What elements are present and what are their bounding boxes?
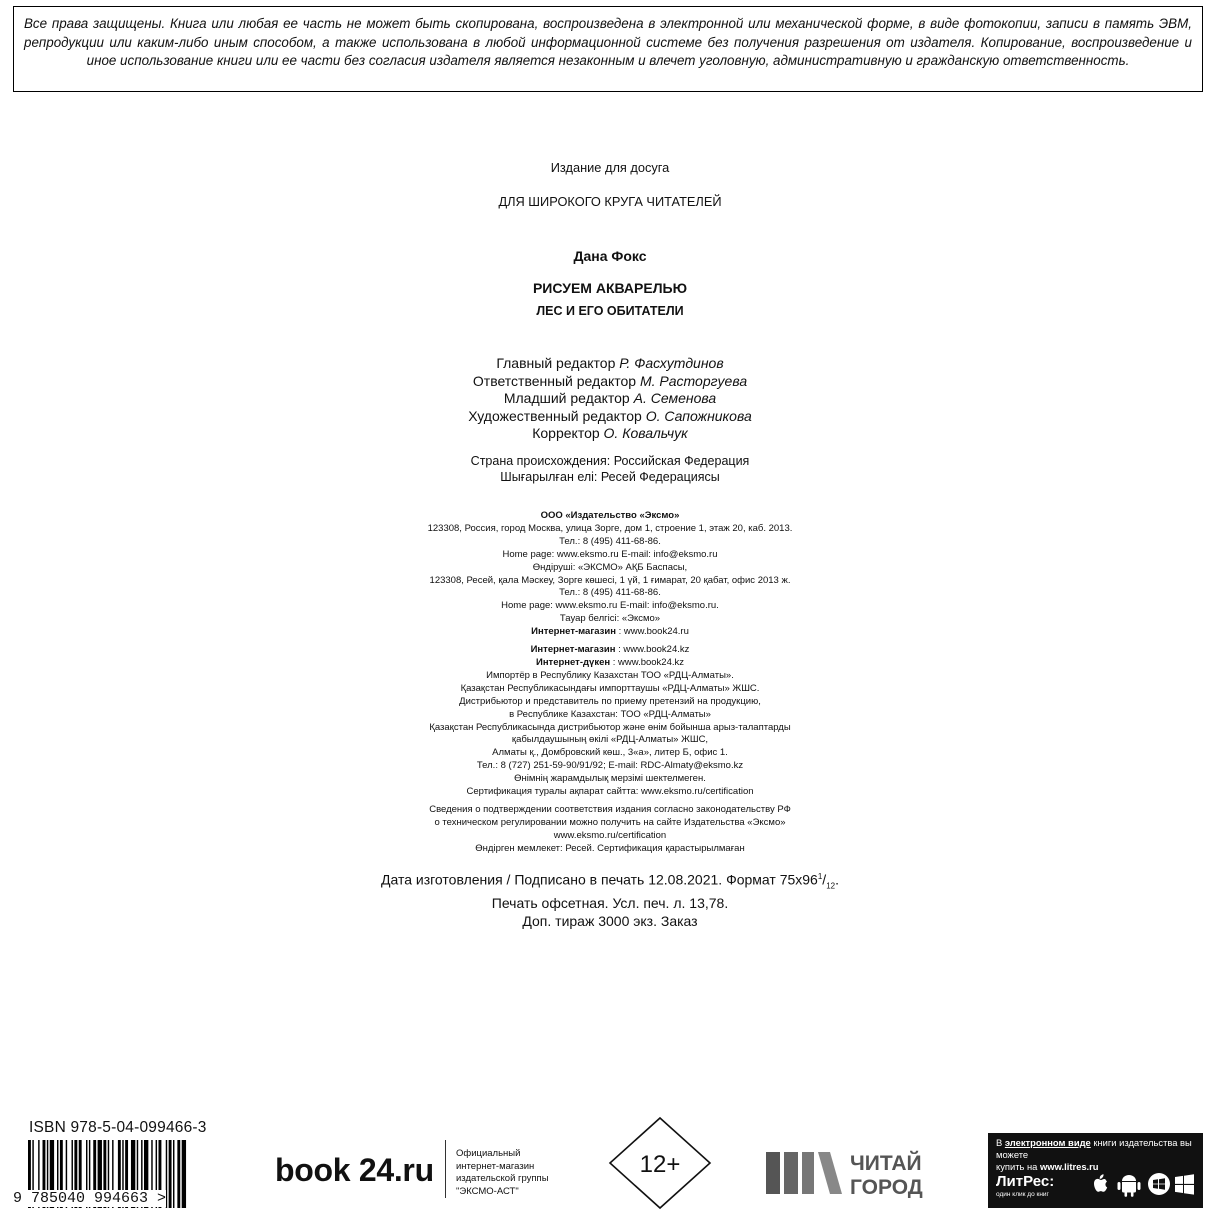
barcode-bar: [169, 1140, 172, 1208]
certification-line: Сведения о подтверждении соответствия издания согласно законодательству РФ: [429, 803, 791, 815]
credit-name: О. Ковальчук: [603, 425, 688, 442]
windows-phone-icon: [1148, 1173, 1170, 1195]
book24-text-line: Официальный: [456, 1148, 521, 1159]
shop-kz2: [0, 657, 1220, 670]
book24-text-line: "ЭКСМО-АСТ": [456, 1185, 519, 1197]
credit-line: [0, 408, 1220, 426]
book-subtitle: ЛЕС И ЕГО ОБИТАТЕЛИ: [536, 304, 684, 318]
importer-line: Дистрибьютор и представитель по приему претензий на продукцию,: [459, 695, 761, 707]
publisher-address: 123308, Россия, город Москва, улица Зорге, дом 1, строение 1, этаж 20, каб. 2013.: [427, 522, 793, 534]
certification-line: www.eksmo.ru/certification: [553, 829, 667, 841]
gorod-word: ГОРОД: [850, 1176, 923, 1198]
origin-block: [0, 454, 1220, 485]
credit-line: [0, 355, 1220, 373]
apple-icon: [1094, 1174, 1107, 1192]
litres-link: электронном виде: [1004, 1137, 1091, 1148]
publisher-web: Home page: www.eksmo.ru E-mail: info@eksmo.ru: [502, 548, 718, 560]
print-line-3: Доп. тираж 3000 экз. Заказ: [522, 913, 698, 930]
publisher-phone: Тел.: 8 (495) 411-68-86.: [559, 535, 661, 547]
format-denominator: 12: [826, 881, 836, 891]
kz-web: Home page: www.eksmo.ru E-mail: info@eksmo.ru.: [501, 600, 719, 612]
kz-address: 123308, Ресей, қала Мәскеу, Зорге көшесі, 1 үй, 1 ғимарат, 20 қабат, офис 2013 ж.: [429, 574, 791, 586]
credits: [0, 355, 1220, 443]
importer-line: Өнімнің жарамдылық мерзімі шектелмеген.: [514, 773, 706, 785]
publisher-name: ООО «Издательство «Эксмо»: [540, 510, 680, 521]
book24-logo: book 24.ru: [275, 1152, 434, 1188]
litres-text: [988, 1133, 1203, 1173]
credit-role: Художественный редактор: [468, 407, 642, 424]
edition-type: Издание для досуга: [550, 160, 670, 175]
chitai-gorod-icon: [766, 1148, 946, 1198]
shop-label: Интернет-магазин: [530, 644, 616, 656]
litres-line-1: [996, 1137, 1195, 1161]
litres-banner: [988, 1133, 1203, 1208]
barcode-bar: [177, 1140, 180, 1208]
credit-name: О. Сапожникова: [645, 407, 752, 424]
shop-url: : www.book24.kz: [615, 644, 690, 656]
shop-kz: [0, 644, 1220, 657]
importer-line: Алматы қ., Домбровский көш., 3«а», литер Б, офис 1.: [492, 747, 728, 759]
barcode-bar: [182, 1140, 186, 1208]
format-numerator: 1: [817, 872, 823, 881]
importer-line: қабылдаушының өкілі «РДЦ-Алматы» ЖШС,: [511, 734, 709, 746]
author: Дана Фокс: [573, 248, 647, 264]
kz-producer: Өндіруші: «ЭКСМО» АҚБ Баспасы,: [532, 561, 688, 573]
credit-name: М. Расторгуева: [639, 372, 748, 389]
windows-icon: [1175, 1174, 1194, 1194]
age-rating-text: 12+: [639, 1151, 681, 1178]
importer-line: Қазақстан Республикасында дистрибьютор және өнім бойынша арыз-талаптарды: [429, 721, 791, 733]
origin-ru: Страна происхождения: Российская Федерация: [470, 454, 750, 468]
certification-line: о техническом регулировании можно получить на сайте Издательства «Эксмо»: [434, 816, 786, 828]
copyright-notice: Все права защищены. Книга или любая ее часть не может быть скопирована, воспроизведена в электронной или механической форме, в виде фотокопии, записи в память ЭВМ, репродукции или каким-либо иным способом, а также использована в любой информационной системе без получения разрешения от издателя. Копирование, воспроизведение и иное использование книги или ее части без согласия издателя является незаконным и влечет уголовную, административную и гражданскую ответственность.: [13, 6, 1203, 92]
platform-icons: [1093, 1171, 1198, 1197]
certification-line: Өндірген мемлекет: Ресей. Сертификация қарастырылмаған: [475, 842, 745, 854]
litres-pre: купить на: [996, 1161, 1040, 1172]
kz-phone: Тел.: 8 (495) 411-68-86.: [559, 587, 661, 599]
print-line-end: .: [835, 871, 839, 888]
barcode-digits: 9 785040 994663 >: [13, 1190, 167, 1207]
audience: ДЛЯ ШИРОКОГО КРУГА ЧИТАТЕЛЕЙ: [498, 194, 722, 209]
barcode-bar: [173, 1140, 174, 1208]
credit-role: Младший редактор: [503, 390, 630, 407]
litres-post: книги издательства вы можете: [996, 1137, 1192, 1160]
credit-line: [0, 425, 1220, 443]
publisher-info: [0, 510, 1220, 856]
book24-text-line: интернет-магазин: [456, 1160, 535, 1172]
litres-brand: ЛитРес:: [996, 1173, 1055, 1190]
importer-line: Қазақстан Республикасындағы импорттаушы «РДЦ-Алматы» ЖШС.: [460, 682, 760, 694]
shop-url: : www.book24.kz: [610, 656, 685, 668]
chitai-word: ЧИТАЙ: [850, 1152, 922, 1175]
origin-kz: Шығарылған елі: Ресей Федерациясы: [500, 469, 720, 484]
importer-line: Тел.: 8 (727) 251-59-90/91/92; E-mail: RDC-Almaty@eksmo.kz: [476, 760, 744, 772]
credit-line: [0, 390, 1220, 408]
isbn: ISBN 978-5-04-099466-3: [29, 1119, 207, 1136]
credit-line: [0, 373, 1220, 391]
age-rating-badge: [608, 1116, 712, 1210]
importer-line: Сертификация туралы ақпарат сайтта: www.eksmo.ru/certification: [466, 786, 754, 798]
divider: [445, 1140, 446, 1198]
print-format: Дата изготовления / Подписано в печать 12.08.2021. Формат 75х96: [381, 871, 818, 888]
print-line-2: Печать офсетная. Усл. печ. л. 13,78.: [491, 895, 729, 912]
trademark: Тауар белгісі: «Эксмо»: [559, 613, 661, 625]
litres-pre: В: [996, 1137, 1005, 1148]
shop-url: : www.book24.ru: [616, 626, 689, 638]
litres-slogan: один клик до книг: [996, 1191, 1049, 1198]
chitai-gorod-logo: [766, 1148, 946, 1203]
credit-role: Главный редактор: [496, 355, 616, 371]
book24-text-line: издательской группы: [456, 1173, 549, 1184]
importer-line: в Республике Казахстан: ТОО «РДЦ-Алматы»: [509, 708, 711, 720]
credit-role: Ответственный редактор: [472, 372, 637, 389]
book24-description: [456, 1148, 549, 1198]
android-icon: [1118, 1175, 1141, 1197]
credit-role: Корректор: [532, 425, 600, 442]
print-line-1: Дата изготовления / Подписано в печать 12.08.2021. Формат $75х96^1/_{12}$.: [381, 871, 839, 891]
credit-name: А. Семенова: [633, 390, 717, 407]
shop-label: Интернет-магазин: [531, 626, 616, 638]
credit-name: Р. Фасхутдинов: [619, 355, 724, 371]
print-info: [0, 868, 1220, 931]
shop-label: Интернет-дүкен: [535, 656, 611, 668]
shop-ru: [0, 626, 1220, 639]
book-title: РИСУЕМ АКВАРЕЛЬЮ: [532, 280, 688, 296]
litres-url: www.litres.ru: [1040, 1161, 1099, 1172]
importer-line: Импортёр в Республику Казахстан ТОО «РДЦ-Алматы».: [486, 669, 734, 681]
